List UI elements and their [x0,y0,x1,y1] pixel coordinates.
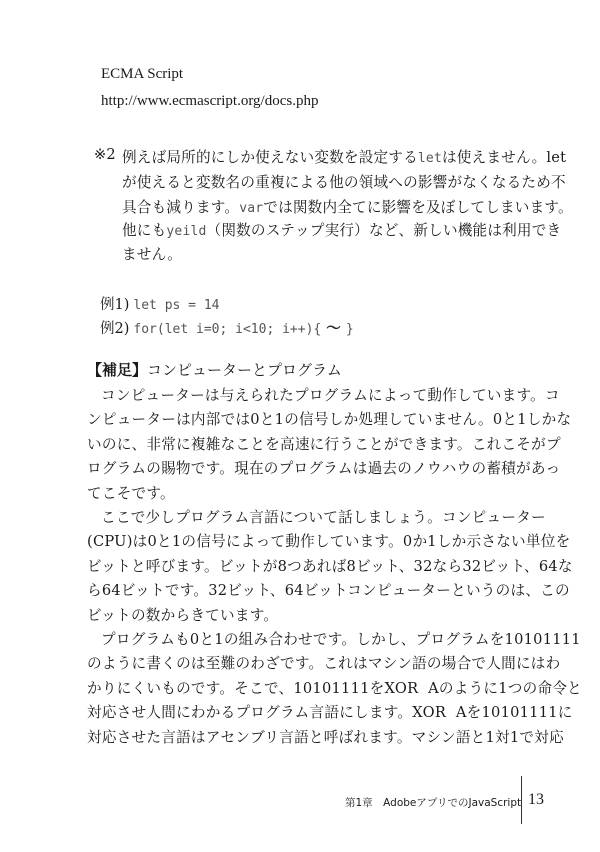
example-line [100,317,354,338]
body-line: てこそです。 [87,484,175,502]
body-line: ら64ビットです。32ビット、64ビットコンピューターというのは、この [87,582,570,600]
body-line: のように書くのは至難のわざです。これはマシン語の場合で人間にはわ [87,655,561,673]
note-text: 他にも [122,222,167,239]
note-text: は使えません。let [441,149,567,166]
note-text: ません。 [122,246,183,263]
note-line [122,243,182,264]
body-line: いのに、非常に複雑なことを高速に行うことができます。これこそがプ [87,435,561,453]
section-heading-bracket: 【補足】 [87,361,148,379]
note-line [122,219,561,240]
note-line [122,146,566,167]
body-line: (CPU)は0と1の信号によって動作しています。0か1しか示さない単位を [87,533,571,551]
example-code: let ps = 14 [133,298,220,313]
body-line: ここで少しプログラム言語について話しましょう。コンピューター [101,509,546,526]
example-label: 例1) [100,297,130,313]
body-line: コンピューターは与えられたプログラムによって動作しています。コ [101,387,560,404]
body-line: 対応させた言語はアセンブリ言語と呼ばれます。マシン語と1対1で対応 [87,728,564,746]
body-line: プログラムも0と1の組み合わせです。しかし、プログラムを10101111 [101,631,581,648]
section-heading [87,359,342,380]
section-heading-text: コンピューターとプログラム [147,361,342,379]
note-text: が使えると変数名の重複による他の領域への影響がなくなるため不 [122,174,566,191]
example-code: for(let i=0; i<10; i++){ [133,322,322,337]
example-ellipsis: 〜 [321,320,346,337]
body-line: ログラムの賜物です。現在のプログラムは過去のノウハウの蓄積があっ [87,460,561,478]
note-text: （関数のステップ実行）など、新しい機能は利用でき [206,222,562,239]
example-line [100,293,219,314]
note-text: では関数内全てに影響を及ぼしてしまいます。 [263,199,573,216]
inline-code: var [239,201,264,216]
reference-title: ECMA Script [101,66,184,82]
inline-code: let [417,151,442,166]
body-line: ンピューターは内部では0と1の信号しか処理していません。0と1しかな [87,411,572,429]
body-line: 対応させ人間にわかるプログラム言語にします。XOR Aを10101111に [87,704,573,722]
note-line [122,196,573,217]
footer-divider [521,776,522,824]
body-line: ビットと呼びます。ビットが8つあれば8ビット、32なら32ビット、64な [87,557,573,575]
example-code-end: } [345,322,354,337]
example-label: 例2) [100,321,130,337]
note-line [122,171,566,192]
body-line: ビットの数からきています。 [87,606,279,624]
page-number: 13 [528,791,544,808]
reference-url: http://www.ecmascript.org/docs.php [101,93,319,109]
note-marker: ※2 [94,146,116,163]
note-text: 例えば局所的にしか使えない変数を設定する [122,149,418,166]
note-text: 具合も減ります。 [122,199,240,216]
inline-code: yeild [166,224,207,239]
body-line: かりにくいものです。そこで、10101111をXOR Aのように1つの命令と [87,679,583,697]
footer-chapter: 第1章 AdobeアプリでのJavaScript [345,797,522,809]
